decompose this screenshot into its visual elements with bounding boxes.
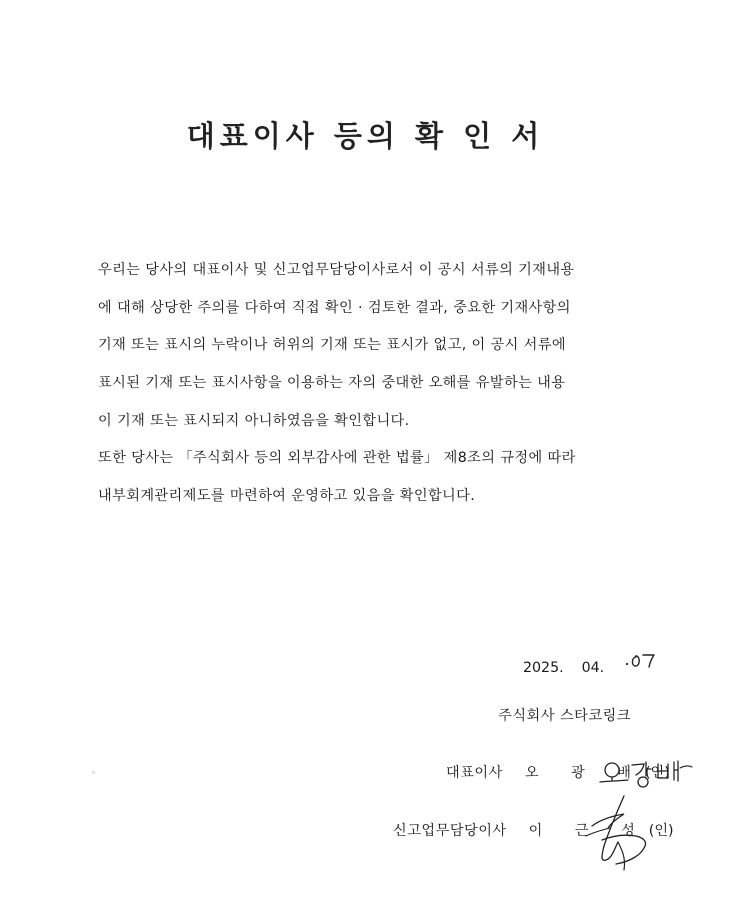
statement-line: 기재 또는 표시의 누락이나 허위의 기재 또는 표시가 없고, 이 공시 서류에 <box>98 337 566 354</box>
ceo-seal-mark: (인) <box>644 765 670 781</box>
statement-line: 내부회계관리제도를 마련하여 운영하고 있음을 확인합니다. <box>98 488 476 505</box>
ceo-name: 오 광 배 <box>524 765 645 781</box>
statement-line: 에 대해 상당한 주의를 다하여 직접 확인 · 검토한 결과, 중요한 기재사항의 <box>98 299 571 316</box>
cfo-seal-mark: (인) <box>648 823 674 839</box>
date-month: 04. <box>581 660 605 676</box>
confirmation-statement <box>98 256 658 520</box>
company-name: 주식회사 스타코링크 <box>498 708 631 724</box>
scan-speck <box>92 771 95 774</box>
ceo-role: 대표이사 <box>446 765 503 781</box>
document-title: 대표이사 등의 확 인 서 <box>186 119 545 153</box>
statement-line: 이 기재 또는 표시되지 아니하였음을 확인합니다. <box>98 412 410 429</box>
statement-line: 또한 당사는 「주식회사 등의 외부감사에 관한 법률」 제8조의 규정에 따라 <box>98 450 576 467</box>
date-year: 2025. <box>523 660 564 676</box>
cfo-handwritten-signature <box>578 790 658 890</box>
document-date <box>523 648 662 676</box>
date-day-handwritten <box>622 648 662 672</box>
statement-line: 표시된 기재 또는 표시사항을 이용하는 자의 중대한 오해를 유발하는 내용 <box>98 375 566 392</box>
cfo-role: 신고업무담당이사 <box>393 823 507 839</box>
statement-line: 우리는 당사의 대표이사 및 신고업무담당이사로서 이 공시 서류의 기재내용 <box>98 262 575 278</box>
cfo-name: 이 근 성 <box>528 823 649 839</box>
